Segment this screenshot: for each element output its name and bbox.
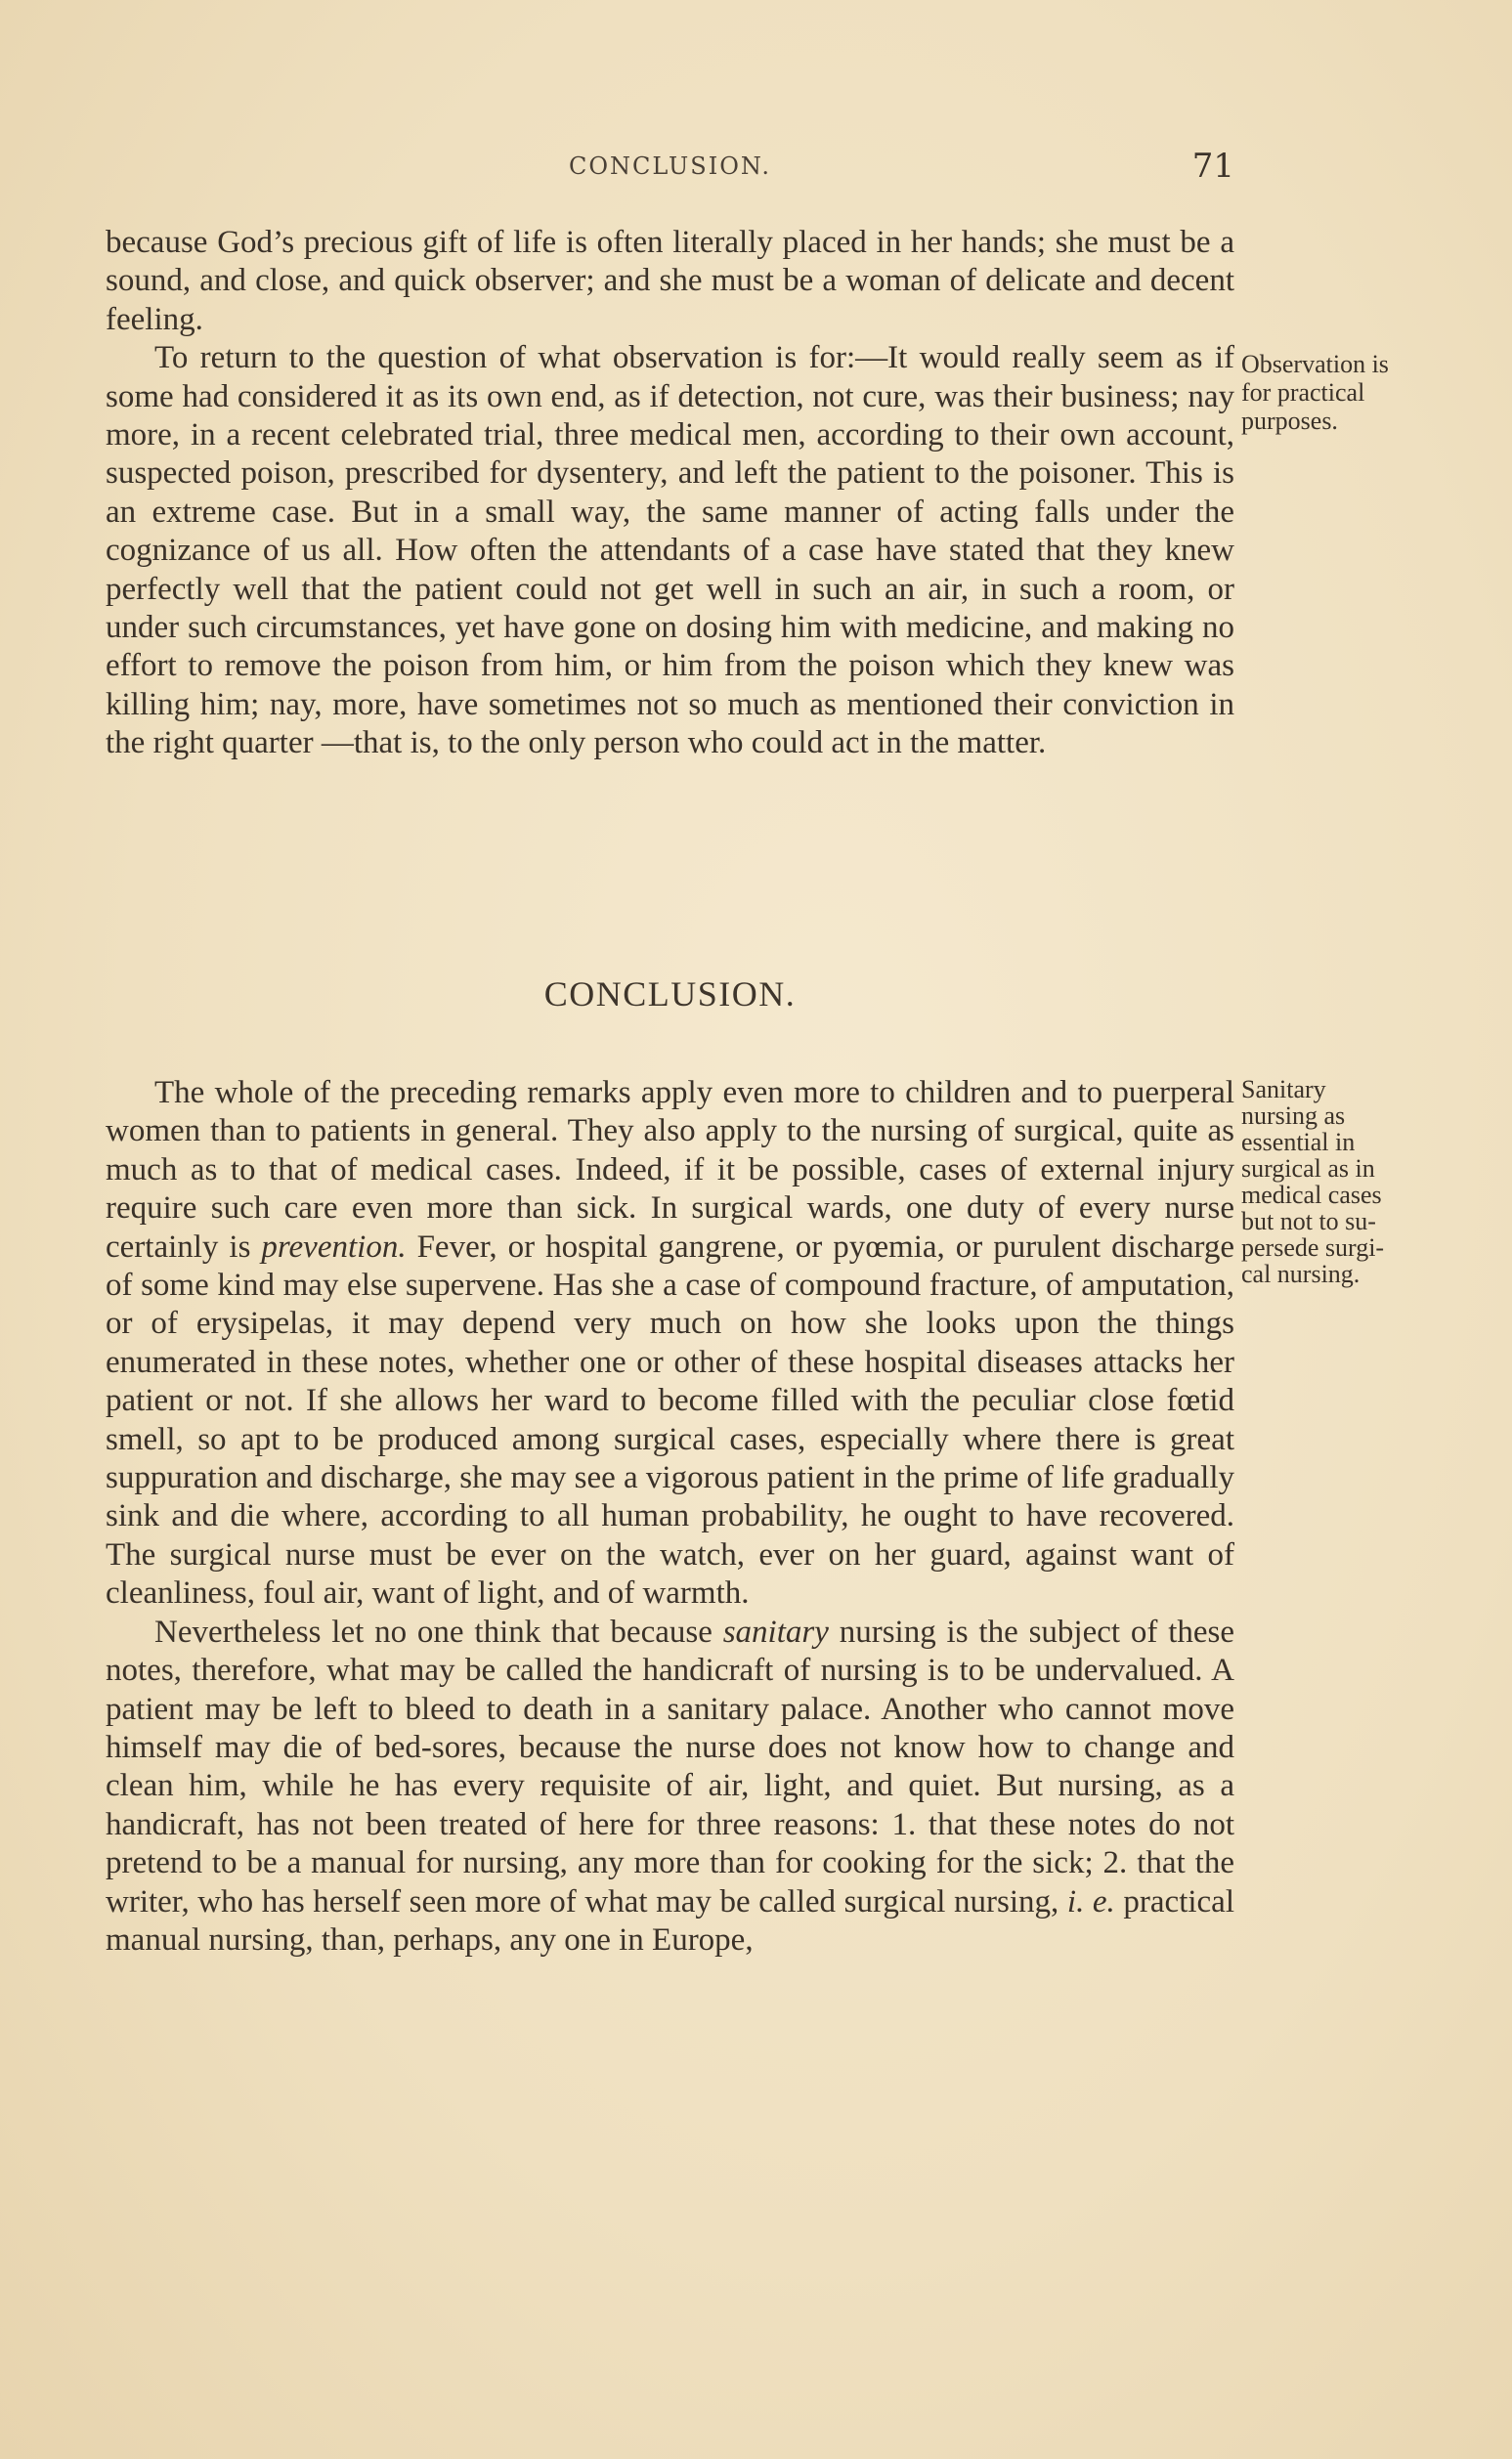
page-number: 71 (1191, 147, 1234, 186)
margin-note-line: medical cases (1241, 1181, 1382, 1209)
paragraph (106, 1614, 1234, 1961)
margin-note-line: but not to su- (1241, 1207, 1376, 1235)
margin-note-line: nursing as (1241, 1101, 1346, 1130)
margin-note-line: cal nursing. (1241, 1260, 1361, 1288)
section-title: CONCLUSION. (543, 974, 797, 1014)
emphasis-ie: i. e. (1066, 1883, 1115, 1920)
margin-note-line: purposes. (1241, 407, 1338, 435)
text-run: practical manual nursing, than, perhaps, any one in Europe, (106, 1883, 1234, 1958)
margin-note-line: essential in (1241, 1128, 1356, 1156)
margin-note-line: Sanitary (1241, 1075, 1326, 1103)
paragraph: To return to the question of what observation is for:—It would really seem as if some had considered it as its own end, as if detection, not cure, was their business; nay more, in a recent celebrated trial, three medical men, according to their own account, suspected poison, prescribed for dysentery, and left the patient to the poisoner. This is an extreme case. But in a small way, the same manner of acting falls under the cognizance of us all. How often the attendants of a case have stated that they knew perfectly well that the patient could not get well in such an air, in such a room, or under such circumstances, yet have gone on dosing him with medicine, and making no effort to remove the poison from him, or him from the poison which they knew was killing him; nay, more, have sometimes not so much as mentioned their conviction in the right quarter —that is, to the only person who could act in the matter. (106, 340, 1234, 761)
running-head: CONCLUSION. (569, 152, 771, 180)
margin-note-line: for practical (1241, 378, 1365, 407)
page-header (106, 147, 1234, 188)
margin-note-sanitary-nursing (1241, 1076, 1486, 1287)
text-run: Nevertheless let no one think that because (154, 1614, 713, 1650)
text-run: The whole of the preceding remarks apply even more to children and to puerperal women than to patients in general. They also apply to the nursing of surgical, quite as much as to that of medical cases. Indeed, if it be possible, cases of external injury require such care even more than sick. In surgical wards, one duty of every nurse certainly is (106, 1075, 1234, 1265)
text-run: nursing is the subject of these notes, therefore, what may be called the handicraft of nursing is to be undervalued. A patient may be left to bleed to death in a sanitary palace. Another who cannot move himself may die of bed-sores, because the nurse does not know how to change and clean him, while he has every requisite of air, light, and quiet. But nursing, as a handicraft, has not been treated of here for three reasons: 1. that these notes do not pretend to be a manual for nursing, any more than for cooking for the sick; 2. that the writer, who has herself seen more of what may be called surgical nursing, (106, 1614, 1235, 1920)
observation-text-block (106, 224, 1234, 763)
emphasis-sanitary: sanitary (722, 1614, 829, 1650)
conclusion-text-block (106, 1074, 1234, 1960)
paragraph (106, 1074, 1234, 1614)
text-run: Fever, or hospital gangrene, or pyœmia, or purulent discharge of some kind may else supervene. Has she a case of compound fracture, of amputation, or of erysipelas, it may depend very much on how she looks upon the things enumerated in these notes, whether one or other of these hospital diseases attacks her patient or not. If she allows her ward to become filled with the peculiar close fœtid smell, so apt to be produced among surgical cases, especially where there is great suppuration and discharge, she may see a vigorous patient in the prime of life gradually sink and die where, according to all human probability, he ought to have recovered. The surgical nurse must be ever on the watch, ever on her guard, against want of cleanliness, foul air, want of light, and of warmth. (106, 1229, 1235, 1612)
emphasis-prevention: prevention. (261, 1229, 407, 1265)
margin-note-line: persede surgi- (1241, 1233, 1385, 1262)
paragraph: because God’s precious gift of life is often literally placed in her hands; she must be a sound, and close, and quick observer; and she must be a woman of delicate and decent feeling. (106, 225, 1234, 337)
margin-note-observation (1241, 350, 1486, 435)
margin-note-line: surgical as in (1241, 1154, 1375, 1183)
margin-note-line: Observation is (1241, 350, 1389, 378)
